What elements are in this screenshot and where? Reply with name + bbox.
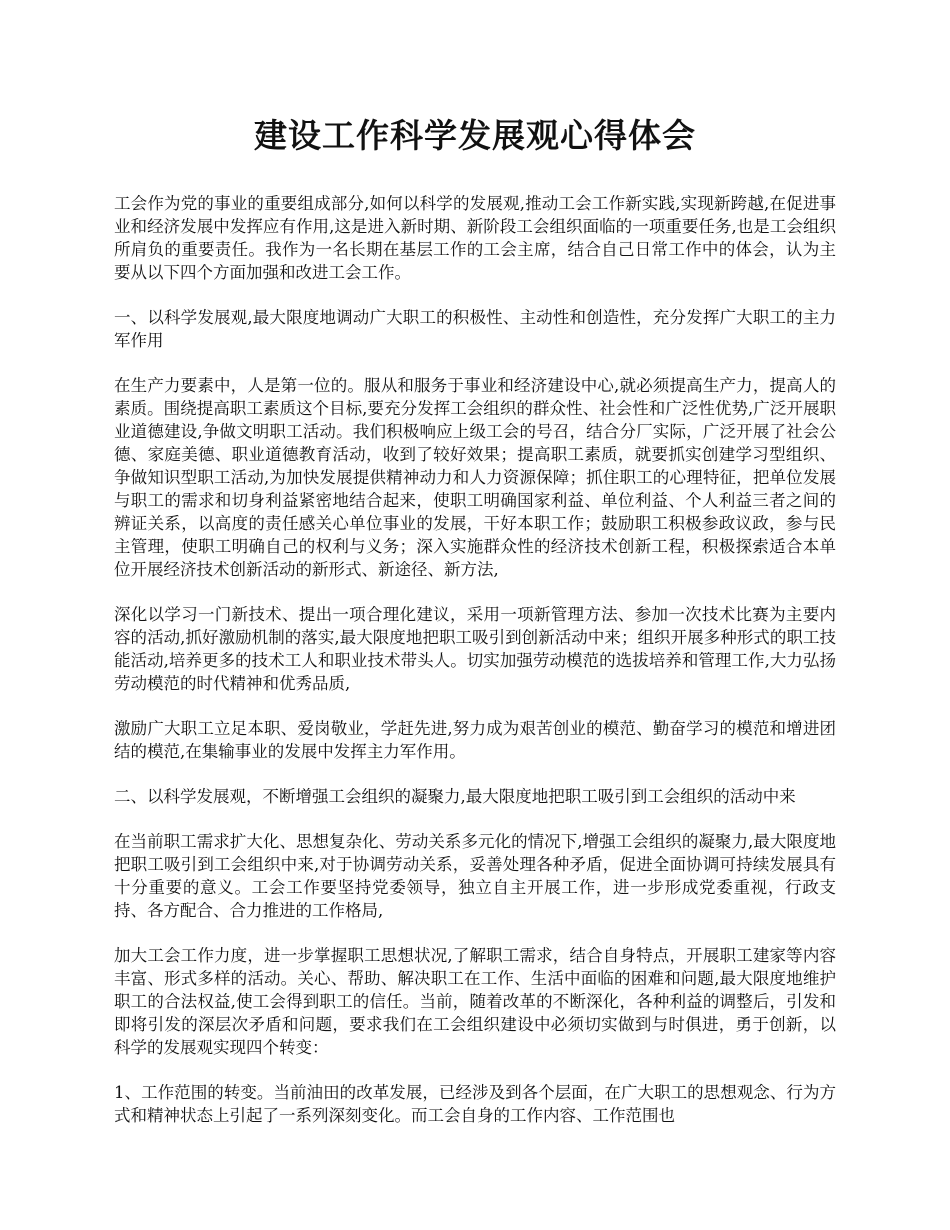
paragraph: 1、工作范围的转变。当前油田的改革发展，已经涉及到各个层面，在广大职工的思想观念、行为方式和精神状态上引起了一系列深刻变化。而工会自身的工作内容、工作范围也	[114, 1083, 836, 1125]
paragraph: 激励广大职工立足本职、爱岗敬业，学赶先进,努力成为艰苦创业的模范、勤奋学习的模范和增进团结的模范,在集输事业的发展中发挥主力军作用。	[114, 719, 836, 761]
section-heading-2: 二、以科学发展观，不断增强工会组织的凝聚力,最大限度地把职工吸引到工会组织的活动中来	[114, 787, 796, 806]
paragraph: 深化以学习一门新技术、提出一项合理化建议，采用一项新管理方法、参加一次技术比赛为主要内容的活动,抓好激励机制的落实,最大限度地把职工吸引到创新活动中来；组织开展多种形式的职工技能活动,培养更多的技术工人和职业技术带头人。切实加强劳动模范的选拔培养和管理工作,大力弘扬劳动模范的时代精神和优秀品质,	[114, 605, 836, 693]
document-title: 建设工作科学发展观心得体会	[254, 116, 696, 155]
paragraph: 在当前职工需求扩大化、思想复杂化、劳动关系多元化的情况下,增强工会组织的凝聚力,最大限度地把职工吸引到工会组织中来,对于协调劳动关系，妥善处理各种矛盾，促进全面协调可持续发展具有十分重要的意义。工会工作要坚持党委领导，独立自主开展工作，进一步形成党委重视，行政支持、各方配合、合力推进的工作格局,	[114, 832, 836, 920]
paragraph: 在生产力要素中，人是第一位的。服从和服务于事业和经济建设中心,就必须提高生产力，提高人的素质。围绕提高职工素质这个目标,要充分发挥工会组织的群众性、社会性和广泛性优势,广泛开展职业道德建设,争做文明职工活动。我们积极响应上级工会的号召，结合分厂实际，广泛开展了社会公德、家庭美德、职业道德教育活动，收到了较好效果；提高职工素质，就要抓实创建学习型组织、争做知识型职工活动,为加快发展提供精神动力和人力资源保障；抓住职工的心理特征，把单位发展与职工的需求和切身利益紧密地结合起来，使职工明确国家利益、单位利益、个人利益三者之间的辨证关系，以高度的责任感关心单位事业的发展，干好本职工作；鼓励职工积极参政议政，参与民主管理，使职工明确自己的权利与义务；深入实施群众性的经济技术创新工程，积极探索适合本单位开展经济技术创新活动的新形式、新途径、新方法,	[114, 376, 836, 579]
paragraph-intro: 工会作为党的事业的重要组成部分,如何以科学的发展观,推动工会工作新实践,实现新跨越,在促进事业和经济发展中发挥应有作用,这是进入新时期、新阶段工会组织面临的一项重要任务,也是工会组织所肩负的重要责任。我作为一名长期在基层工作的工会主席，结合自己日常工作中的体会，认为主要从以下四个方面加强和改进工会工作。	[114, 194, 836, 282]
paragraph: 加大工会工作力度，进一步掌握职工思想状况,了解职工需求，结合自身特点，开展职工建家等内容丰富、形式多样的活动。关心、帮助、解决职工在工作、生活中面临的困难和问题,最大限度地维护职工的合法权益,使工会得到职工的信任。当前，随着改革的不断深化，各种利益的调整后，引发和即将引发的深层次矛盾和问题，要求我们在工会组织建设中必须切实做到与时俱进，勇于创新，以科学的发展观实现四个转变：	[114, 946, 836, 1057]
section-heading-1: 一、以科学发展观,最大限度地调动广大职工的积极性、主动性和创造性，充分发挥广大职工的主力军作用	[114, 308, 836, 350]
